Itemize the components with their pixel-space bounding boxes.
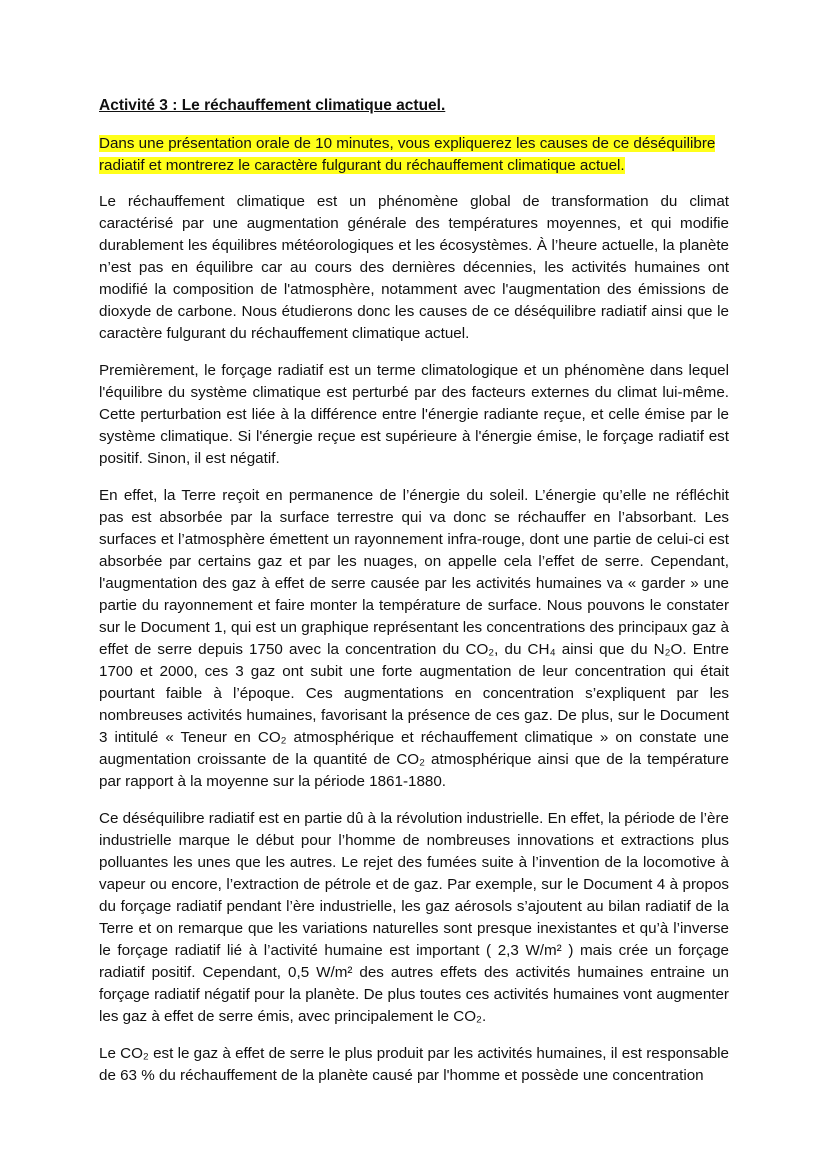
- highlighted-instruction: Dans une présentation orale de 10 minutes, vous expliquerez les causes de ce déséquilibre radiatif et montrerez le caractère fulgurant du réchauffement climatique actuel.: [99, 135, 716, 174]
- paragraph-co2: Le CO₂ est le gaz à effet de serre le plus produit par les activités humaines, il est responsable de 63 % du réchauffement de la planète causé par l'homme et possède une concentration: [99, 1045, 729, 1084]
- instruction-block: [99, 133, 729, 177]
- paragraph-forcage-radiatif: Premièrement, le forçage radiatif est un terme climatologique et un phénomène dans lequel l'équilibre du système climatique est perturbé par des facteurs externes du climat lui-même. Cette perturbation est liée à la différence entre l'énergie radiante reçue, et celle émise par le système climatique. Si l'énergie reçue est supérieure à l'énergie émise, le forçage radiatif est positif. Sinon, il est négatif.: [99, 362, 729, 467]
- document-title: Activité 3 : Le réchauffement climatique actuel.: [99, 97, 446, 114]
- paragraph-effet-de-serre: En effet, la Terre reçoit en permanence de l’énergie du soleil. L’énergie qu’elle ne réfléchit pas est absorbée par la surface terrestre qui va donc se réchauffer en l’absorbant. Les surfaces et l’atmosphère émettent un rayonnement infra-rouge, dont une partie de celui-ci est absorbée par certains gaz et par les nuages, on appelle cela l’effet de serre. Cependant, l'augmentation des gaz à effet de serre causée par les activités humaines va « garder » une partie du rayonnement et faire monter la température de surface. Nous pouvons le constater sur le Document 1, qui est un graphique représentant les concentrations des principaux gaz à effet de serre depuis 1750 avec la concentration du CO₂, du CH₄ ainsi que du N₂O. Entre 1700 et 2000, ces 3 gaz ont subit une forte augmentation de leur concentration qui était pourtant faible à l’époque. Ces augmentations en concentration s’expliquent par les nombreuses activités humaines, favorisant la présence de ces gaz. De plus, sur le Document 3 intitulé « Teneur en CO₂ atmosphérique et réchauffement climatique » on constate une augmentation croissante de la quantité de CO₂ atmosphérique ainsi que de la température par rapport à la moyenne sur la période 1861-1880.: [99, 487, 729, 790]
- paragraph-intro: Le réchauffement climatique est un phénomène global de transformation du climat caractérisé par une augmentation générale des températures moyennes, et qui modifie durablement les équilibres météorologiques et les écosystèmes. À l’heure actuelle, la planète n’est pas en équilibre car au cours des dernières décennies, les activités humaines ont modifié la composition de l'atmosphère, notamment avec l'augmentation des émissions de dioxyde de carbone. Nous étudierons donc les causes de ce déséquilibre radiatif ainsi que le caractère fulgurant du réchauffement climatique actuel.: [99, 193, 729, 342]
- paragraph-revolution-industrielle: Ce déséquilibre radiatif est en partie dû à la révolution industrielle. En effet, la période de l’ère industrielle marque le début pour l’homme de nombreuses innovations et extractions plus polluantes les unes que les autres. Le rejet des fumées suite à l’invention de la locomotive à vapeur ou encore, l’extraction de pétrole et de gaz. Par exemple, sur le Document 4 à propos du forçage radiatif pendant l’ère industrielle, les gaz aérosols s’ajoutent au bilan radiatif de la Terre et on remarque que les variations naturelles sont presque inexistantes et qu’à l’inverse le forçage radiatif lié à l’activité humaine est important ( 2,3 W/m² ) mais crée un forçage radiatif positif. Cependant, 0,5 W/m² des autres effets des activités humaines entraine un forçage radiatif négatif pour la planète. De plus toutes ces activités humaines vont augmenter les gaz à effet de serre émis, avec principalement le CO₂.: [99, 810, 729, 1025]
